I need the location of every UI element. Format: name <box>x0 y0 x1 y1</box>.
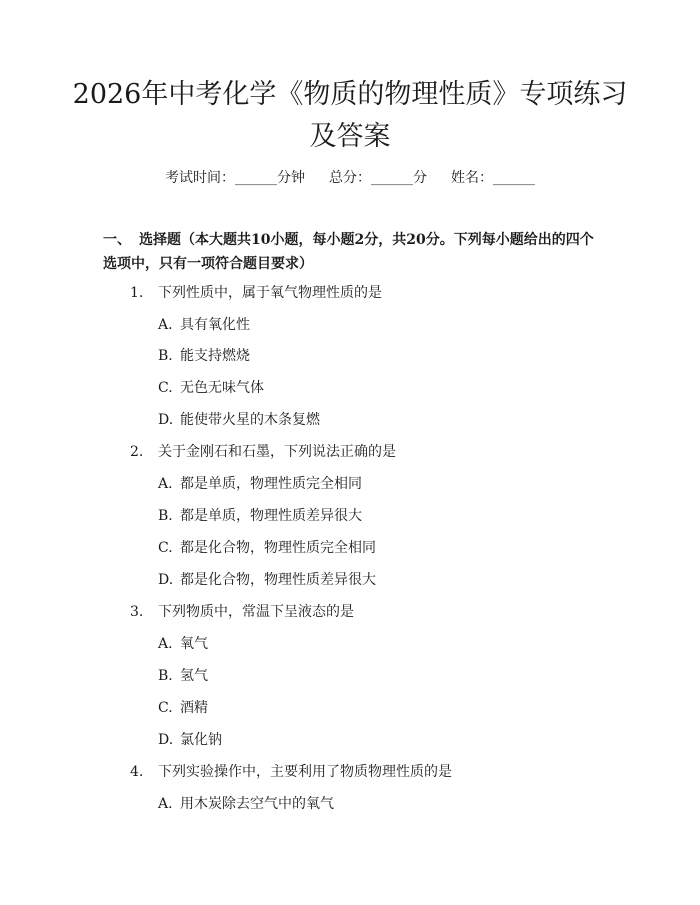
option-text: 氢气 <box>180 668 208 684</box>
answer-option <box>158 506 362 526</box>
answer-option <box>158 666 208 686</box>
option-letter: D. <box>158 732 174 748</box>
exam-meta <box>0 168 700 188</box>
section-heading-text: 选择题（本大题共10小题，每小题2分，共20分。下列每小题给出的四个选项中，只有一项符合题目要求） <box>103 232 594 272</box>
option-text: 能使带火星的木条复燃 <box>180 412 320 428</box>
option-letter: C. <box>158 700 173 716</box>
exam-time-label: 考试时间：______分钟 <box>165 170 305 186</box>
option-letter: B. <box>158 508 173 524</box>
question-stem <box>130 442 396 462</box>
option-text: 能支持燃烧 <box>180 348 250 364</box>
answer-option <box>158 346 250 366</box>
answer-option <box>158 698 208 718</box>
option-letter: D. <box>158 412 174 428</box>
question-number: 3. <box>130 604 144 620</box>
option-letter: A. <box>158 317 173 333</box>
option-text: 氯化钠 <box>180 732 222 748</box>
question-text: 下列物质中，常温下呈液态的是 <box>158 604 354 620</box>
question-number: 1. <box>130 285 144 301</box>
option-text: 都是化合物，物理性质完全相同 <box>180 540 376 556</box>
option-text: 无色无味气体 <box>180 380 264 396</box>
option-letter: B. <box>158 348 173 364</box>
question-stem <box>130 283 382 303</box>
question-stem <box>130 602 354 622</box>
question-number: 4. <box>130 764 144 780</box>
section-number: 一、 <box>103 232 131 248</box>
document-title: 2026年中考化学《物质的物理性质》专项练习及答案 <box>72 79 628 152</box>
option-text: 都是单质，物理性质完全相同 <box>180 476 362 492</box>
option-letter: A. <box>158 476 173 492</box>
section-heading <box>103 228 603 276</box>
answer-option <box>158 315 250 335</box>
question-text: 下列性质中，属于氧气物理性质的是 <box>158 285 382 301</box>
total-score-label: 总分：______分 <box>329 170 427 186</box>
answer-option <box>158 378 264 398</box>
option-text: 都是化合物，物理性质差异很大 <box>180 572 376 588</box>
option-letter: A. <box>158 636 173 652</box>
option-letter: A. <box>158 796 173 812</box>
answer-option <box>158 634 208 654</box>
question-stem <box>130 762 452 782</box>
question-text: 下列实验操作中，主要利用了物质物理性质的是 <box>158 764 452 780</box>
option-text: 用木炭除去空气中的氧气 <box>180 796 334 812</box>
answer-option <box>158 410 320 430</box>
option-text: 都是单质，物理性质差异很大 <box>180 508 362 524</box>
answer-option <box>158 730 222 750</box>
option-letter: C. <box>158 380 173 396</box>
option-text: 酒精 <box>180 700 208 716</box>
question-number: 2. <box>130 444 144 460</box>
question-text: 关于金刚石和石墨，下列说法正确的是 <box>158 444 396 460</box>
answer-option <box>158 570 376 590</box>
answer-option <box>158 794 334 814</box>
option-letter: B. <box>158 668 173 684</box>
option-letter: D. <box>158 572 174 588</box>
option-text: 具有氧化性 <box>180 317 250 333</box>
option-letter: C. <box>158 540 173 556</box>
answer-option <box>158 538 376 558</box>
answer-option <box>158 474 362 494</box>
option-text: 氧气 <box>180 636 208 652</box>
student-name-label: 姓名：______ <box>451 170 535 186</box>
